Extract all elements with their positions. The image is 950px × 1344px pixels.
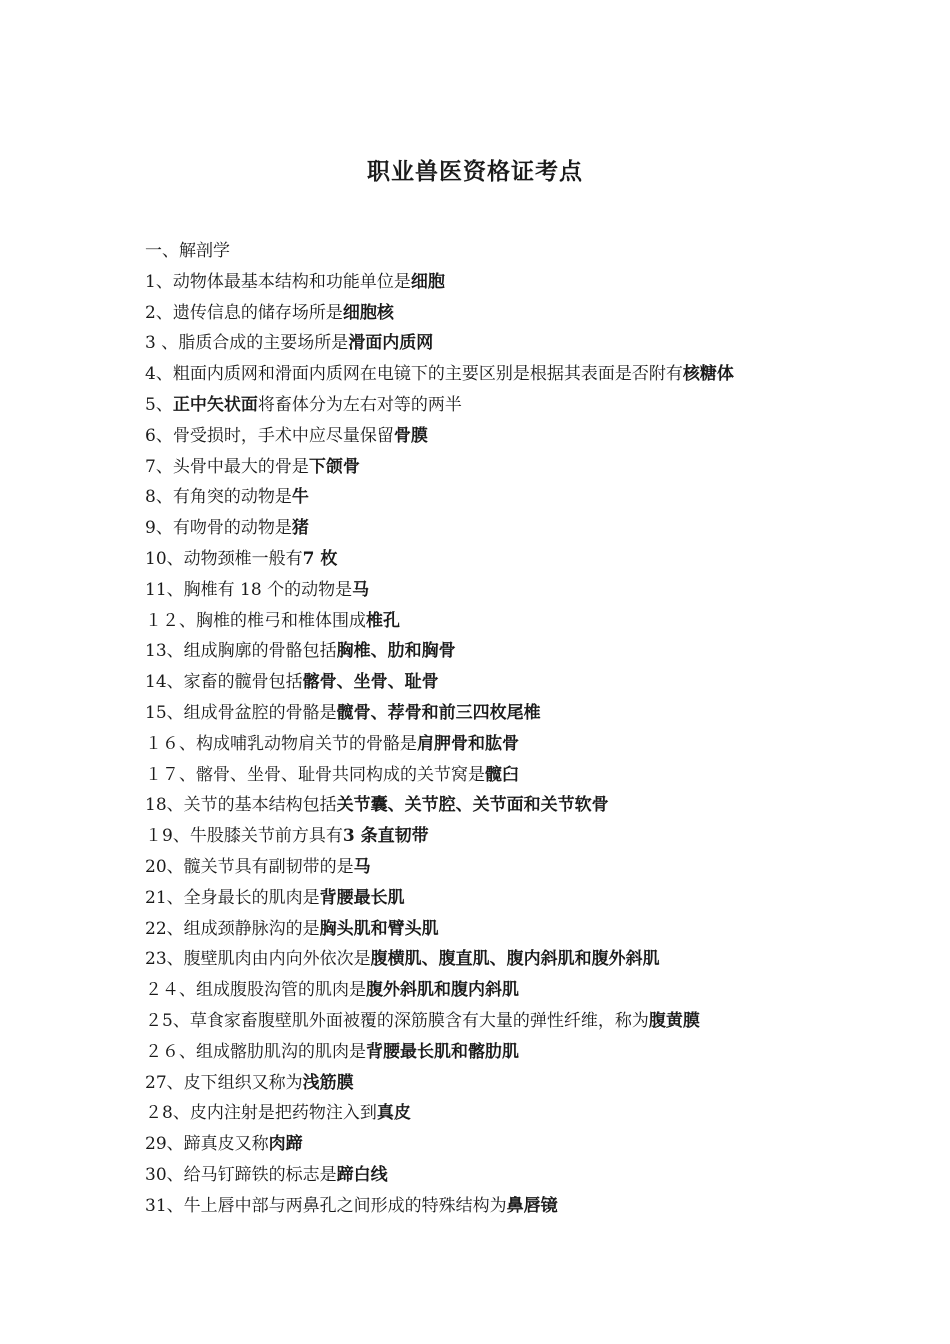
list-item — [145, 883, 865, 914]
item-text: 组成髂肋肌沟的肌肉是 — [196, 1041, 366, 1062]
item-text: 有吻骨的动物是 — [172, 518, 292, 539]
list-item — [145, 975, 865, 1006]
item-number: 8 — [145, 487, 156, 508]
item-answer: 椎孔 — [366, 610, 400, 631]
item-answer: 腹横肌、腹直肌、腹内斜肌和腹外斜肌 — [370, 949, 660, 970]
item-answer: 髋臼 — [485, 764, 519, 785]
item-text: 动物颈椎一般有 — [183, 548, 303, 569]
list-item — [145, 852, 865, 883]
item-answer: 下颌骨 — [308, 456, 360, 477]
item-separator: 、 — [166, 641, 184, 662]
list-item — [145, 452, 865, 483]
item-number: 11 — [145, 579, 167, 600]
item-number: 21 — [145, 887, 167, 908]
list-item — [145, 606, 865, 637]
item-answer: 细胞核 — [342, 302, 394, 323]
item-text: 脂质合成的主要场所是 — [178, 333, 349, 354]
item-separator: 、 — [166, 1072, 184, 1093]
section-heading: 一、解剖学 — [145, 241, 230, 261]
item-number: 3 — [145, 333, 156, 354]
item-answer: 胸椎、肋和胸骨 — [336, 641, 456, 662]
item-answer: 肉蹄 — [268, 1134, 303, 1155]
item-answer: 胸头肌和臂头肌 — [319, 918, 439, 939]
item-text: 组成腹股沟管的肌肉是 — [196, 980, 366, 1001]
item-text: 牛上唇中部与两鼻孔之间形成的特殊结构为 — [183, 1195, 507, 1216]
item-text: 遗传信息的储存场所是 — [172, 302, 343, 323]
list-item — [145, 1191, 865, 1222]
item-number: 30 — [145, 1164, 167, 1185]
item-separator: 、 — [155, 394, 173, 415]
item-answer: 肩胛骨和肱骨 — [417, 733, 519, 754]
list-item — [145, 1006, 865, 1037]
item-answer: 髂骨、坐骨、耻骨 — [302, 672, 439, 693]
item-separator: 、 — [166, 856, 184, 877]
list-item — [145, 821, 865, 852]
item-text: 牛股膝关节前方具有 — [189, 826, 343, 847]
item-number: 7 — [145, 456, 156, 477]
item-text: 家畜的髋骨包括 — [183, 672, 303, 693]
item-text: 组成骨盆腔的骨骼是 — [183, 702, 337, 723]
item-answer: 腹黄膜 — [648, 1010, 700, 1031]
list-item — [145, 482, 865, 513]
item-text: 胸椎的椎弓和椎体围成 — [196, 610, 366, 631]
item-number: 9 — [145, 518, 156, 539]
item-answer: 蹄白线 — [336, 1164, 388, 1185]
list-item — [145, 1098, 865, 1129]
item-text: 腹壁肌肉由内向外依次是 — [183, 949, 371, 970]
list-item — [145, 544, 865, 575]
item-text-after: 将畜体分为左右对等的两半 — [257, 394, 462, 415]
item-answer: 马 — [353, 856, 371, 877]
item-separator: 、 — [166, 672, 184, 693]
item-text: 给马钉蹄铁的标志是 — [183, 1164, 337, 1185]
item-separator: 、 — [155, 333, 179, 354]
list-item — [145, 513, 865, 544]
item-number: 14 — [145, 672, 167, 693]
item-separator: 、 — [155, 487, 173, 508]
item-number: 18 — [145, 795, 167, 816]
item-separator: 、 — [179, 610, 196, 631]
item-text: 全身最长的肌肉是 — [183, 887, 320, 908]
list-item — [145, 1160, 865, 1191]
item-answer: 细胞 — [410, 271, 445, 292]
item-answer: 核糖体 — [682, 364, 734, 385]
item-separator: 、 — [166, 548, 184, 569]
item-text: 组成胸廓的骨骼包括 — [183, 641, 337, 662]
list-item — [145, 729, 865, 760]
item-separator: 、 — [166, 1195, 184, 1216]
item-separator: 、 — [179, 764, 196, 785]
list-item — [145, 698, 865, 729]
item-separator: 、 — [166, 949, 184, 970]
item-text: 头骨中最大的骨是 — [172, 456, 309, 477]
item-number: １２ — [145, 610, 179, 631]
item-separator: 、 — [166, 1134, 184, 1155]
list-item — [145, 359, 865, 390]
item-separator: 、 — [155, 364, 173, 385]
list-item — [145, 1068, 865, 1099]
item-answer: 背腰最长肌 — [319, 887, 405, 908]
item-text: 组成颈静脉沟的是 — [183, 918, 320, 939]
item-number: 1 — [145, 271, 156, 292]
item-number: 27 — [145, 1072, 167, 1093]
list-item — [145, 790, 865, 821]
document-body — [145, 236, 865, 1222]
item-number: １７ — [145, 764, 179, 785]
list-item — [145, 1037, 865, 1068]
item-answer: 真皮 — [376, 1103, 411, 1124]
item-answer: 关节囊、关节腔、关节面和关节软骨 — [336, 795, 609, 816]
item-number: ２６ — [145, 1041, 179, 1062]
item-number: ２４ — [145, 980, 179, 1001]
item-separator: 、 — [179, 733, 196, 754]
list-item — [145, 914, 865, 945]
item-separator: 、 — [166, 795, 184, 816]
item-text: 动物体最基本结构和功能单位是 — [172, 271, 411, 292]
list-item — [145, 267, 865, 298]
item-separator: 、 — [155, 456, 173, 477]
item-number: 6 — [145, 425, 156, 446]
item-number: 4 — [145, 364, 156, 385]
list-item — [145, 760, 865, 791]
item-separator: 、 — [172, 1010, 190, 1031]
item-separator: 、 — [166, 579, 184, 600]
item-text: 构成哺乳动物肩关节的骨骼是 — [196, 733, 417, 754]
item-number: 20 — [145, 856, 167, 877]
item-number: 2 — [145, 302, 156, 323]
item-separator: 、 — [166, 918, 184, 939]
item-separator: 、 — [155, 518, 173, 539]
item-number: 23 — [145, 949, 167, 970]
item-answer: 鼻唇镜 — [506, 1195, 558, 1216]
item-answer: 背腰最长肌和髂肋肌 — [366, 1041, 519, 1062]
item-number: 22 — [145, 918, 167, 939]
item-answer: 髋骨、荐骨和前三四枚尾椎 — [336, 702, 541, 723]
item-number: 5 — [145, 394, 156, 415]
item-number: 15 — [145, 702, 167, 723]
item-text: 蹄真皮又称 — [183, 1134, 269, 1155]
item-number: ２8 — [145, 1103, 173, 1124]
item-answer: 腹外斜肌和腹内斜肌 — [366, 980, 519, 1001]
item-list — [145, 267, 865, 1222]
item-text: 皮内注射是把药物注入到 — [189, 1103, 377, 1124]
item-number: ２5 — [145, 1010, 173, 1031]
item-separator: 、 — [166, 1164, 184, 1185]
list-item — [145, 667, 865, 698]
document-title: 职业兽医资格证考点 — [367, 158, 583, 185]
item-answer: 马 — [352, 579, 370, 600]
item-number: 31 — [145, 1195, 167, 1216]
item-answer: 骨膜 — [393, 425, 428, 446]
item-text: 胸椎有 18 个的动物是 — [183, 579, 353, 600]
item-answer: 牛 — [291, 487, 309, 508]
item-text: 草食家畜腹壁肌外面被覆的深筋膜含有大量的弹性纤维，称为 — [189, 1010, 649, 1031]
list-item — [145, 636, 865, 667]
item-text: 髂骨、坐骨、耻骨共同构成的关节窝是 — [196, 764, 485, 785]
item-separator: 、 — [155, 302, 173, 323]
item-separator: 、 — [179, 980, 196, 1001]
item-answer: 7 枚 — [302, 548, 338, 569]
item-number: 29 — [145, 1134, 167, 1155]
item-answer: 正中矢状面 — [172, 394, 258, 415]
item-separator: 、 — [166, 887, 184, 908]
item-number: 10 — [145, 548, 167, 569]
item-text: 骨受损时，手术中应尽量保留 — [172, 425, 394, 446]
list-item — [145, 328, 865, 359]
item-number: 13 — [145, 641, 167, 662]
list-item — [145, 1129, 865, 1160]
item-separator: 、 — [172, 1103, 190, 1124]
item-separator: 、 — [179, 1041, 196, 1062]
item-separator: 、 — [155, 425, 173, 446]
item-answer: 滑面内质网 — [348, 333, 434, 354]
list-item — [145, 298, 865, 329]
item-answer: 猪 — [291, 518, 309, 539]
list-item — [145, 390, 865, 421]
item-number: １６ — [145, 733, 179, 754]
item-text: 粗面内质网和滑面内质网在电镜下的主要区别是根据其表面是否附有 — [172, 364, 683, 385]
item-number: １9 — [145, 826, 173, 847]
list-item — [145, 575, 865, 606]
item-text: 有角突的动物是 — [172, 487, 292, 508]
item-separator: 、 — [166, 702, 184, 723]
item-text: 关节的基本结构包括 — [183, 795, 337, 816]
item-answer: 浅筋膜 — [302, 1072, 354, 1093]
item-text: 皮下组织又称为 — [183, 1072, 303, 1093]
list-item — [145, 421, 865, 452]
item-text: 髋关节具有副韧带的是 — [183, 856, 354, 877]
list-item — [145, 944, 865, 975]
item-answer: 3 条直韧带 — [342, 826, 429, 847]
item-separator: 、 — [172, 826, 190, 847]
item-separator: 、 — [155, 271, 173, 292]
